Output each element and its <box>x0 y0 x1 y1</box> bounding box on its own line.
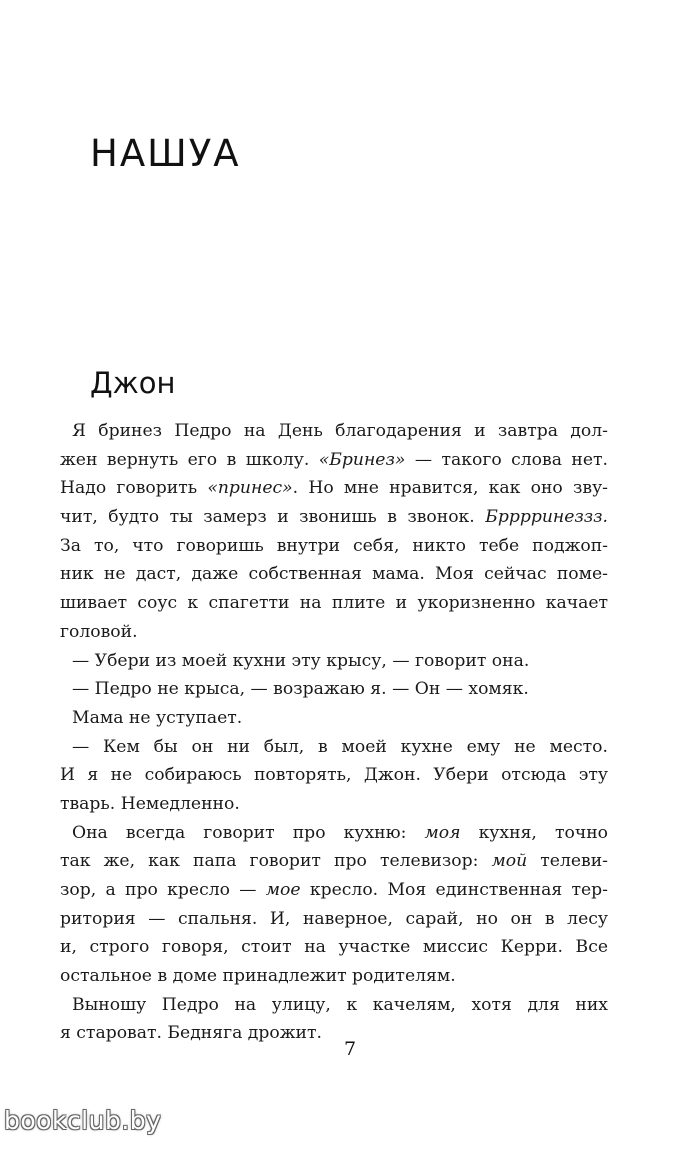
text-line: я староват. Бедняга дрожит. <box>60 1023 322 1044</box>
body-text <box>60 417 608 1048</box>
text-line: чит, будто ты замерз и звонишь в звонок. Брррринеззз. <box>60 507 608 528</box>
text-line: За то, что говоришь внутри себя, никто тебе поджоп- <box>60 535 608 556</box>
text-line: так же, как папа говорит про телевизор: мой телеви- <box>60 851 608 872</box>
text-line: остальное в доме принадлежит родителям. <box>60 966 456 987</box>
text-line: и, строго говоря, стоит на участке миссис Керри. Все <box>60 937 608 958</box>
text-line: И я не собираюсь повторять, Джон. Убери отсюда эту <box>60 765 608 786</box>
text-line: головой. <box>60 621 138 642</box>
dialogue-line: — Кем бы он ни был, в моей кухне ему не место. <box>72 736 608 757</box>
watermark: bookclub.by <box>4 1106 162 1135</box>
text-line: ритория — спальня. И, наверное, сарай, но он в лесу <box>60 908 608 929</box>
text-line: Я бринез Педро на День благодарения и завтра дол- <box>72 421 608 441</box>
text-line: зор, а про кресло — мое кресло. Моя единственная тер- <box>60 880 608 900</box>
text-line: тварь. Немедленно. <box>60 793 240 814</box>
chapter-title: НАШУА <box>90 132 241 175</box>
text-line: жен вернуть его в школу. «Бринез» — такого слова нет. <box>60 449 608 470</box>
dialogue-line: — Педро не крыса, — возражаю я. — Он — хомяк. <box>72 679 529 700</box>
text-line: Выношу Педро на улицу, к качелям, хотя для них <box>72 994 608 1015</box>
section-title: Джон <box>90 366 176 400</box>
text-line: шивает соус к спагетти на плите и укоризненно качает <box>60 593 608 614</box>
dialogue-line: — Убери из моей кухни эту крысу, — говорит она. <box>72 650 530 671</box>
text-line: Мама не уступает. <box>72 707 243 728</box>
text-line: ник не даст, даже собственная мама. Моя сейчас поме- <box>60 564 608 585</box>
page-number: 7 <box>343 1038 357 1060</box>
text-line: Она всегда говорит про кухню: моя кухня, точно <box>72 822 608 843</box>
text-line: Надо говорить «принес». Но мне нравится, как оно зву- <box>60 478 608 499</box>
